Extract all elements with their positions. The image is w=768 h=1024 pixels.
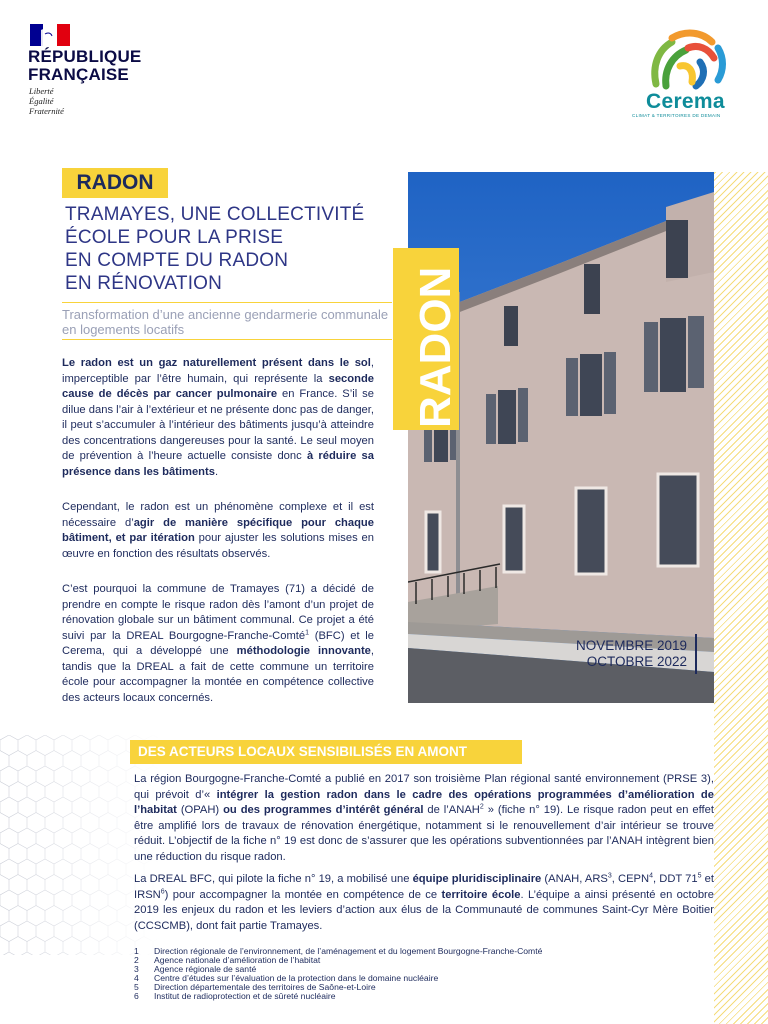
title-line-2: ÉCOLE POUR LA PRISE (65, 227, 284, 248)
hatched-band (714, 172, 768, 1024)
motto-liberte: Liberté (29, 86, 54, 96)
marianne-logo-icon (30, 24, 70, 46)
radon-vertical-text: RADON (411, 266, 460, 428)
republique-francaise-name (28, 48, 141, 84)
footnote: 3 Agence régionale de santé (134, 964, 257, 974)
intro-paragraph: Le radon est un gaz naturellement présent dans le sol, imperceptible par l’être humain, qui représente la seconde cause de décès par cancer pulmonaire en France. S’il se dilue dans l’air à l’extérieur et ne présente donc pas de danger, il peut s’accumuler à l’intérieur des bâtiments jusqu’à atteindre des concentrations dangereuses pour la santé. Le seul moyen de prévention à l’heure actuelle consiste donc à réduire sa présence dans les bâtiments. (62, 357, 374, 478)
date-first: NOVEMBRE 2019 (575, 638, 687, 653)
dreal-paragraph: La DREAL BFC, qui pilote la fiche n° 19, a mobilisé une équipe pluridisciplinaire (ANAH, ARS$^3$, CEPN$^4$, DDT $71^5$ et IRSN$^6$) pour accompagner la montée en compétence de ce territoire école. L’équipe a ainsi présenté en octobre 2019 les enjeux du radon et les leviers d’action aux élus de la Communauté de communes Saint-Cyr Mère Boitier (CCSCMB), dont fait partie Tramayes. (134, 872, 714, 932)
footnote: 4 Centre d’études sur l’évaluation de la protection dans le domaine nucléaire (134, 973, 439, 983)
footnote: 2 Agence nationale d’amélioration de l’habitat (134, 955, 321, 965)
motto-egalite: Égalité (29, 96, 54, 106)
footnote: 6 Institut de radioprotection et de sûreté nucléaire (134, 991, 336, 1001)
republique-motto (29, 86, 64, 116)
title-line-1: TRAMAYES, UNE COLLECTIVITÉ (65, 204, 365, 225)
section-heading: DES ACTEURS LOCAUX SENSIBILISÉS EN AMONT (130, 740, 522, 764)
date-second: OCTOBRE 2022 (586, 654, 687, 669)
radon-tag: RADON (62, 168, 168, 198)
date-box (560, 634, 697, 674)
cerema-name: Cerema (646, 90, 725, 113)
title-line-4: EN RÉNOVATION (65, 273, 223, 294)
motto-fraternite: Fraternité (29, 106, 64, 116)
title-line-3: EN COMPTE DU RADON (65, 250, 289, 271)
footnote: 5 Direction départementale des territoires de Saône-et-Loire (134, 982, 376, 992)
cerema-logo-icon (642, 26, 732, 92)
complexity-paragraph: Cependant, le radon est un phénomène complexe et il est nécessaire d’agir de manière spécifique pour chaque bâtiment, et par itération pour ajuster les solutions mises en œuvre en fonction des résultats observés. (62, 501, 374, 560)
subtitle: Transformation d’une ancienne gendarmerie communale en logements locatifs (62, 307, 389, 337)
radon-vertical-label (400, 250, 460, 430)
francaise-line: FRANÇAISE (28, 65, 129, 84)
footnote: 1 Direction régionale de l’environnement, de l’aménagement et du logement Bourgogne-Franche-Comté (134, 946, 543, 956)
subtitle-rule-top (62, 302, 392, 303)
cerema-tagline: CLIMAT & TERRITOIRES DE DEMAIN (632, 113, 721, 118)
republique-line: RÉPUBLIQUE (28, 47, 142, 66)
subtitle-rule-bottom (62, 339, 392, 340)
prse3-paragraph: La région Bourgogne-Franche-Comté a publié en 2017 son troisième Plan régional santé environnement (PRSE 3), qui prévoit d’« intégrer la gestion radon dans le cadre des opérations programmées d’amélioration de l’habitat (OPAH) ou des programmes d’intérêt général de l’ANAH$^2$ » (fiche n° 19). Le risque radon peut en effet être amplifié lors de travaux de rénovation énergétique, notamment si le renouvellement d’air intérieur se trouve réduit. L’objectif de la fiche n° 19 est donc de s’assurer que les opérations subventionnées par l’ANAH intègrent bien une réduction du risque radon. (134, 773, 714, 863)
tramayes-paragraph: C’est pourquoi la commune de Tramayes (71) a décidé de prendre en compte le risque radon dès l’amont d’un projet de rénovation globale sur un bâtiment communal. Ce projet a été suivi par la DREAL Bourgogne-Franche-Comté$^1$ (BFC) et le Cerema, qui a développé une méthodologie innovante, tandis que la DREAL a fait de cette commune un territoire école pour accompagner la montée en compétence collective des acteurs locaux concernés. (62, 583, 374, 704)
